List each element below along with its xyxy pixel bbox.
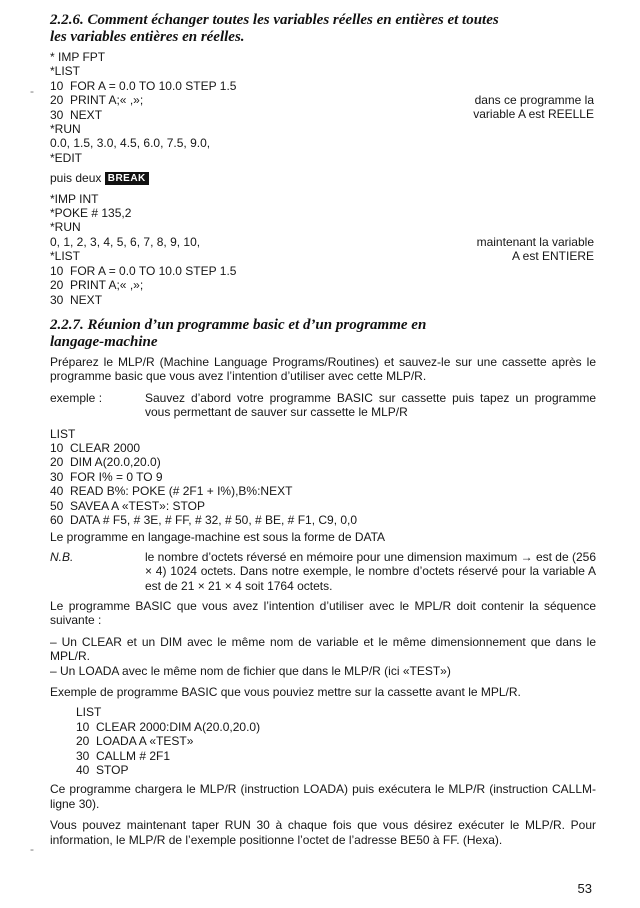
code-line: LIST <box>50 426 76 441</box>
code-line: 30 NEXT <box>50 107 103 122</box>
code-line: 0, 1, 2, 3, 4, 5, 6, 7, 8, 9, 10, <box>50 234 201 249</box>
code-block-4 <box>76 705 596 777</box>
code-line: LIST <box>76 705 102 720</box>
code-line: 20 DIM A(20.0,20.0) <box>50 455 161 470</box>
dash-item-clear-dim: – Un CLEAR et un DIM avec le même nom de variable et le même dimensionnement que dans le MPL/R. <box>50 634 596 664</box>
paragraph-intro: Préparez le MLP/R (Machine Language Programs/Routines) et sauvez-le sur une cassette après le programme basic que vous avez l’intention d’utiliser avec cette MLP/R. <box>50 354 596 384</box>
example-text: Sauvez d’abord votre programme BASIC sur cassette puis tapez un programme vous permettant de sauver sur cassette le MLP/R <box>145 390 596 420</box>
code-line: 10 CLEAR 2000:DIM A(20.0,20.0) <box>76 719 261 734</box>
code-line: 10 FOR A = 0.0 TO 10.0 STEP 1.5 <box>50 263 237 278</box>
code-line: 10 CLEAR 2000 <box>50 440 141 455</box>
code-block-3 <box>50 427 596 528</box>
code-line: 40 READ B%: POKE (# 2F1 + I%),B%:NEXT <box>50 484 293 499</box>
code-line: 40 STOP <box>76 763 129 778</box>
side-note-int: maintenant la variable A est ENTIERE <box>476 234 594 264</box>
dash-item-loada: – Un LOADA avec le même nom de fichier que dans le MLP/R (ici «TEST») <box>50 663 451 678</box>
paragraph-run30: Vous pouvez maintenant taper RUN 30 à chaque fois que vous désirez exécuter le MLP/R. Pour information, le MLP/R de l’exemple positionne l’octet de l’adresse BE50 à FF. (Hexa). <box>50 818 596 847</box>
section-title-2-2-6: 2.2.6. Comment échanger toutes les variables réelles en entières et toutes les variables entières en réelles. <box>50 12 499 45</box>
paragraph-sequence: Le programme BASIC que vous avez l’intention d’utiliser avec le MPL/R doit contenir la séquence suivante : <box>50 599 596 628</box>
margin-mark: - <box>30 84 34 98</box>
code-block-1 <box>50 50 596 165</box>
break-key-icon: BREAK <box>105 172 149 185</box>
code-line: *POKE # 135,2 <box>50 206 132 221</box>
code-line: 30 CALLM # 2F1 <box>76 748 171 763</box>
code-line: *RUN <box>50 122 81 137</box>
section-title-2-2-7: 2.2.7. Réunion d’un programme basic et d’un programme en langage-machine <box>50 316 427 350</box>
code-line: 60 DATA # F5, # 3E, # FF, # 32, # 50, # BE, # F1, C9, 0,0 <box>50 512 358 527</box>
example-block <box>50 391 596 420</box>
code-line: 20 LOADA A «TEST» <box>76 734 194 749</box>
code-block-2 <box>50 192 596 307</box>
page-number: 53 <box>577 881 592 896</box>
code-line: 20 PRINT A;« ,»; <box>50 278 144 293</box>
code-line: *LIST <box>50 249 81 264</box>
code-line: 20 PRINT A;« ,»; <box>50 93 144 108</box>
code-line: *IMP INT <box>50 191 99 206</box>
code-line: *EDIT <box>50 150 83 165</box>
margin-mark-lower: - <box>30 842 34 856</box>
code-line: *LIST <box>50 64 81 79</box>
nb-text: le nombre d’octets réversé en mémoire pour une dimension maximum → est de (256 × 4) 1024 octets. Dans notre exemple, le nombre d’octets réservé pour la variable A est de 21 × 21 × 4 soit 1764 octets. <box>145 549 596 593</box>
code-line: 30 NEXT <box>50 292 103 307</box>
puis-deux-line: puis deux BREAK <box>50 171 596 185</box>
side-note-real: dans ce programme la variable A est REELLE <box>473 93 594 122</box>
code-line: *RUN <box>50 220 81 235</box>
code-line: 10 FOR A = 0.0 TO 10.0 STEP 1.5 <box>50 78 237 93</box>
code-line: 0.0, 1.5, 3.0, 4.5, 6.0, 7.5, 9.0, <box>50 136 211 151</box>
nb-label: N.B. <box>50 549 74 564</box>
paragraph-data-note: Le programme en langage-machine est sous la forme de DATA <box>50 530 386 545</box>
nb-block <box>50 550 596 593</box>
code-line: * IMP FPT <box>50 50 106 64</box>
code-line: 50 SAVEA A «TEST»: STOP <box>50 498 205 513</box>
code-line: 30 FOR I% = 0 TO 9 <box>50 469 163 484</box>
example-label: exemple : <box>50 390 103 405</box>
document-page <box>50 12 596 847</box>
paragraph-example-program: Exemple de programme BASIC que vous pouviez mettre sur la cassette avant le MPL/R. <box>50 685 521 700</box>
paragraph-loada: Ce programme chargera le MLP/R (instruction LOADA) puis exécutera le MLP/R (instruction CALLM-ligne 30). <box>50 782 596 811</box>
